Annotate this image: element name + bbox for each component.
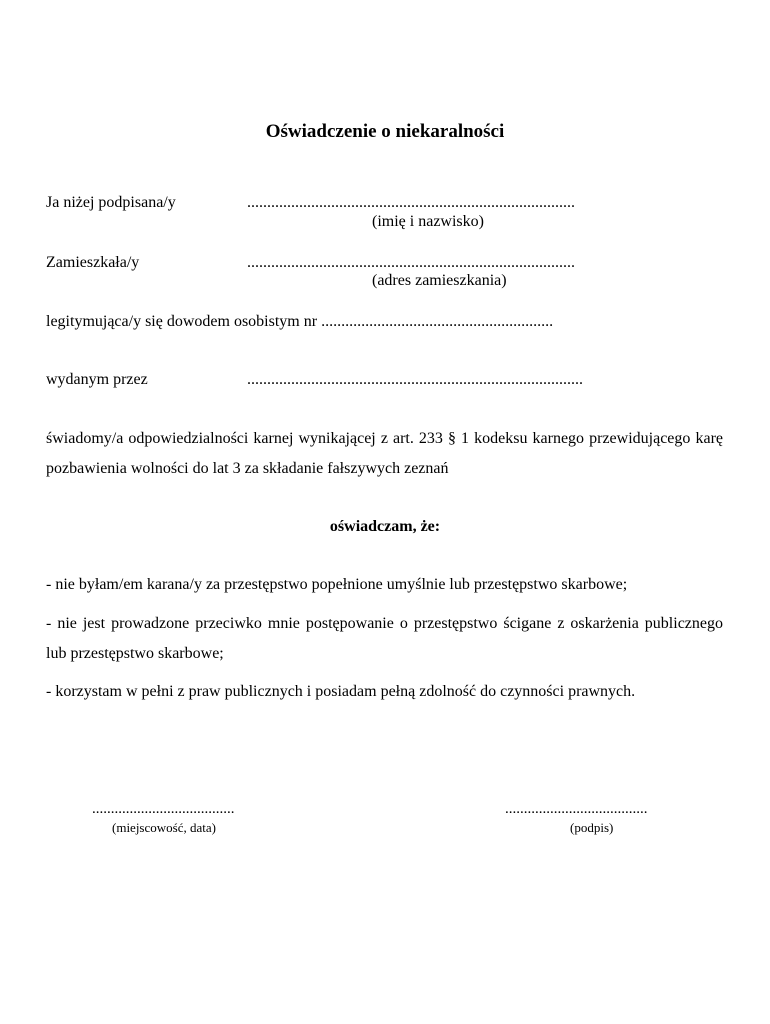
- statement-item: - nie jest prowadzone przeciwko mnie postępowanie o przestępstwo ścigane z oskarżenia publicznego lub przestępstwo skarbowe;: [46, 615, 723, 662]
- statement-item: - nie byłam/em karana/y za przestępstwo popełnione umyślnie lub przestępstwo skarbowe;: [46, 576, 628, 593]
- issued-by-dotted-line: ....................................................................................: [247, 371, 583, 388]
- signature-hint: (podpis): [570, 820, 614, 835]
- issued-by-label: wydanym przez: [46, 371, 148, 388]
- place-date-hint: (miejscowość, data): [112, 820, 216, 835]
- address-label: Zamieszkała/y: [46, 254, 140, 271]
- name-dotted-line: ..................................................................................: [247, 194, 575, 211]
- address-dotted-line: ..................................................................................: [247, 254, 575, 271]
- name-hint: (imię i nazwisko): [372, 213, 484, 230]
- id-document-line: legitymująca/y się dowodem osobistym nr ..........................................................: [46, 313, 554, 330]
- address-hint: (adres zamieszkania): [372, 272, 507, 289]
- declaration-heading: oświadczam, że:: [329, 518, 441, 535]
- statement-item: - korzystam w pełni z praw publicznych i posiadam pełną zdolność do czynności prawnych.: [46, 683, 636, 700]
- signature-dotted-line: ......................................: [505, 801, 648, 817]
- document-title: Oświadczenie o niekaralności: [265, 121, 505, 142]
- awareness-paragraph: świadomy/a odpowiedzialności karnej wynikającej z art. 233 § 1 kodeksu karnego przewidującego karę pozbawienia wolności do lat 3 za składanie fałszywych zeznań: [46, 430, 723, 477]
- place-date-dotted-line: ......................................: [92, 801, 235, 817]
- name-label: Ja niżej podpisana/y: [46, 194, 176, 211]
